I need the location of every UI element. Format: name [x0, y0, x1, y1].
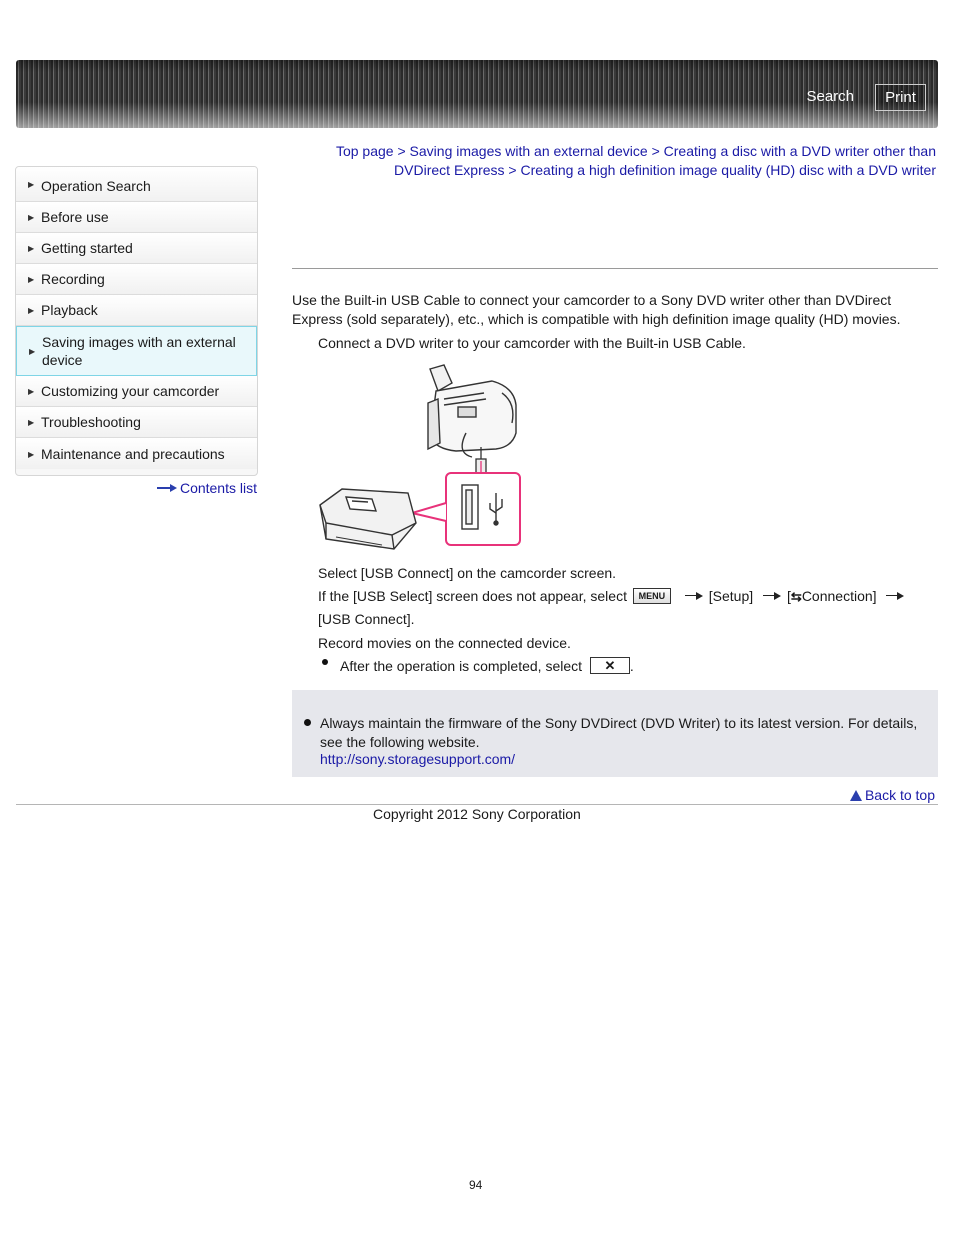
step-2-detail	[318, 585, 938, 630]
arrow-right-icon	[886, 592, 904, 600]
header-bar	[16, 60, 938, 128]
sidebar-item-label: Recording	[41, 271, 105, 287]
usb-connect-label: [USB Connect].	[318, 611, 415, 627]
copyright-text: Copyright 2012 Sony Corporation	[373, 806, 581, 822]
step-1-text: Connect a DVD writer to your camcorder with the Built-in USB Cable.	[318, 335, 746, 351]
sidebar-item-label: Troubleshooting	[41, 414, 141, 430]
arrow-right-icon	[685, 592, 703, 600]
connection-label: Connection]	[801, 588, 877, 604]
step-3-bullet-text: After the operation is completed, select	[340, 658, 583, 674]
divider	[292, 268, 938, 269]
bullet-icon	[322, 659, 328, 665]
step-2-prefix: If the [USB Select] screen does not appear, select	[318, 588, 627, 604]
arrow-right-icon	[763, 592, 781, 600]
sidebar-item-saving-images[interactable]	[16, 326, 257, 376]
footer-divider	[16, 804, 938, 805]
breadcrumb-separator: >	[393, 143, 410, 159]
sidebar-item-label: Customizing your camcorder	[41, 383, 220, 399]
triangle-right-icon: ▶	[28, 212, 35, 222]
note-text: Always maintain the firmware of the Sony DVDirect (DVD Writer) to its latest version. For details, see the following website.	[320, 715, 918, 750]
camcorder-icon	[428, 365, 516, 457]
triangle-right-icon: ▶	[28, 243, 35, 253]
breadcrumb-item-saving-images[interactable]: Saving images with an external device	[409, 143, 648, 159]
sidebar-item-before-use[interactable]	[16, 202, 257, 233]
breadcrumb-item-creating-hd-disc[interactable]: Creating a high definition image quality (HD) disc with a DVD writer	[520, 162, 936, 178]
contents-list-link[interactable]	[157, 480, 257, 496]
sidebar-item-customizing[interactable]	[16, 376, 257, 407]
connection-icon: ⇆	[790, 589, 802, 604]
triangle-right-icon: ▶	[28, 274, 35, 284]
close-button-icon: ✕	[590, 657, 630, 674]
breadcrumb	[300, 142, 936, 180]
triangle-up-icon	[850, 790, 862, 801]
step-3-text: Record movies on the connected device.	[318, 635, 571, 651]
connection-open-bracket: [	[787, 588, 791, 604]
sidebar-item-maintenance[interactable]	[16, 438, 257, 469]
note-box	[292, 690, 938, 777]
sidebar-item-label: Before use	[41, 209, 109, 225]
triangle-right-icon: ▶	[28, 179, 35, 189]
back-to-top-label: Back to top	[864, 787, 935, 803]
breadcrumb-separator: >	[647, 143, 664, 159]
sidebar-item-label: Playback	[41, 302, 98, 318]
sidebar-item-label: Getting started	[41, 240, 133, 256]
setup-label: [Setup]	[708, 588, 754, 604]
sidebar-nav	[15, 166, 258, 476]
back-to-top-link[interactable]	[850, 787, 935, 803]
sidebar-item-label: Maintenance and precautions	[41, 445, 225, 462]
triangle-right-icon: ▶	[28, 305, 35, 315]
step-3-bullet-suffix: .	[629, 658, 634, 674]
support-website-link[interactable]: http://sony.storagesupport.com/	[320, 751, 516, 767]
print-button[interactable]: Print	[875, 84, 926, 111]
step-3-bullet	[322, 655, 634, 677]
arrow-right-icon	[157, 484, 177, 492]
sidebar-item-recording[interactable]	[16, 264, 257, 295]
triangle-right-icon: ▶	[28, 449, 35, 459]
sidebar-item-troubleshooting[interactable]	[16, 407, 257, 438]
sidebar-item-getting-started[interactable]	[16, 233, 257, 264]
bullet-icon	[304, 718, 314, 728]
triangle-right-icon: ▶	[28, 417, 35, 427]
intro-text: Use the Built-in USB Cable to connect your camcorder to a Sony DVD writer other than DVDirect Express (sold separately), etc., which is compatible with high definition image quality (HD) movies.	[292, 292, 901, 327]
sidebar-item-label: Operation Search	[41, 178, 151, 194]
contents-list-label: Contents list	[179, 480, 257, 496]
search-link[interactable]: Search	[806, 88, 854, 105]
sidebar-item-operation-search[interactable]	[16, 167, 257, 202]
breadcrumb-separator: >	[504, 162, 521, 178]
dvd-writer-icon	[320, 489, 416, 549]
camcorder-dvd-writer-illustration	[316, 363, 524, 551]
breadcrumb-item-creating-disc[interactable]: Creating a disc with a DVD writer other than DVDirect Express	[394, 143, 936, 178]
sidebar-item-label: Saving images with an external device	[42, 334, 236, 368]
step-2-text: Select [USB Connect] on the camcorder screen.	[318, 565, 617, 581]
triangle-right-icon: ▶	[29, 347, 36, 356]
triangle-right-icon: ▶	[28, 386, 35, 396]
menu-button-icon: MENU	[633, 588, 671, 604]
page-number: 94	[469, 1178, 483, 1192]
sidebar-item-playback[interactable]	[16, 295, 257, 326]
breadcrumb-item-top-page[interactable]: Top page	[335, 143, 394, 159]
